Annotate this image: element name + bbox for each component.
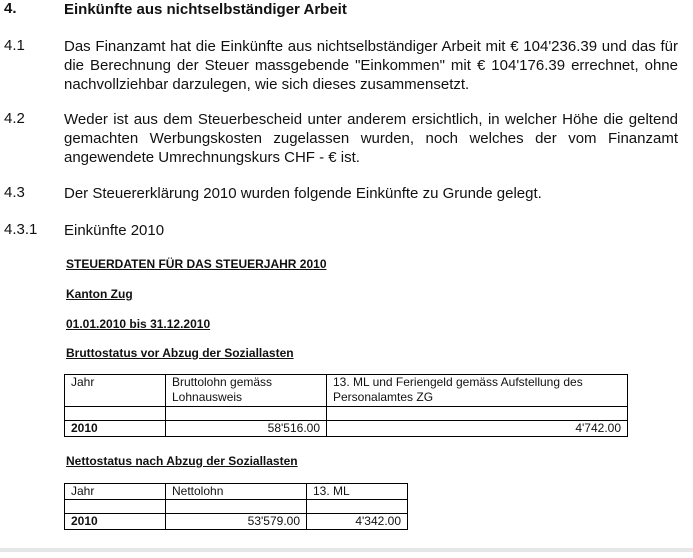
para-4-3-number: 4.3 [4, 184, 25, 201]
para-4-3-1-text: Einkünfte 2010 [64, 222, 165, 239]
heading-period: 01.01.2010 bis 31.12.2010 [66, 317, 211, 331]
para-4-2-number: 4.2 [4, 110, 25, 127]
section-title: Einkünfte aus nichtselbständiger Arbeit [64, 1, 347, 18]
heading-kanton: Kanton Zug [66, 287, 133, 301]
section-number: 4. [4, 0, 17, 17]
para-4-2-text: Weder ist aus dem Steuerbescheid unter anderem ersichtlich, in welcher Höhe die geltend gemachten Werbungskosten zugelassen wurden, noch welches der vom Finanzamt angewendete Umrechnungskurs CHF - € ist. [64, 111, 678, 166]
heading-steuerdaten: STEUERDATEN FÜR DAS STEUERJAHR 2010 [66, 257, 327, 271]
para-4-1-number: 4.1 [4, 37, 25, 54]
brutto-empty-cell [166, 407, 327, 421]
para-4-1-text: Das Finanzamt hat die Einkünfte aus nichtselbständiger Arbeit mit € 104'236.39 und das für die Berechnung der Steuer massgebende "Einkommen" mit € 104'176.39 errechnet, ohne nachvollziehbar darzulegen, wie sich dieses zusammensetzt. [64, 38, 678, 93]
netto-header-jahr: Jahr [65, 484, 166, 500]
netto-lohn-value: 53'579.00 [166, 514, 307, 530]
netto-ml-value: 4'342.00 [307, 514, 408, 530]
heading-netto: Nettostatus nach Abzug der Soziallasten [66, 454, 298, 468]
netto-empty-cell [307, 500, 408, 514]
netto-table [64, 483, 408, 530]
brutto-year: 2010 [65, 421, 166, 437]
netto-year: 2010 [65, 514, 166, 530]
brutto-header-ml: 13. ML und Feriengeld gemäss Aufstellung des Personalamtes ZG [327, 375, 628, 407]
brutto-header-lohn: Bruttolohn gemäss Lohnausweis [166, 375, 327, 407]
para-4-3-1-number: 4.3.1 [4, 221, 38, 238]
brutto-empty-cell [327, 407, 628, 421]
netto-empty-cell [65, 500, 166, 514]
para-4-3-text: Der Steuererklärung 2010 wurden folgende Einkünfte zu Grunde gelegt. [64, 185, 542, 202]
heading-brutto: Bruttostatus vor Abzug der Soziallasten [66, 346, 294, 360]
brutto-lohn-value: 58'516.00 [166, 421, 327, 437]
brutto-table [64, 374, 628, 437]
brutto-empty-cell [65, 407, 166, 421]
page-bottom-divider [0, 548, 693, 552]
brutto-ml-value: 4'742.00 [327, 421, 628, 437]
brutto-header-jahr: Jahr [65, 375, 166, 407]
netto-empty-cell [166, 500, 307, 514]
netto-header-ml: 13. ML [307, 484, 408, 500]
netto-header-lohn: Nettolohn [166, 484, 307, 500]
